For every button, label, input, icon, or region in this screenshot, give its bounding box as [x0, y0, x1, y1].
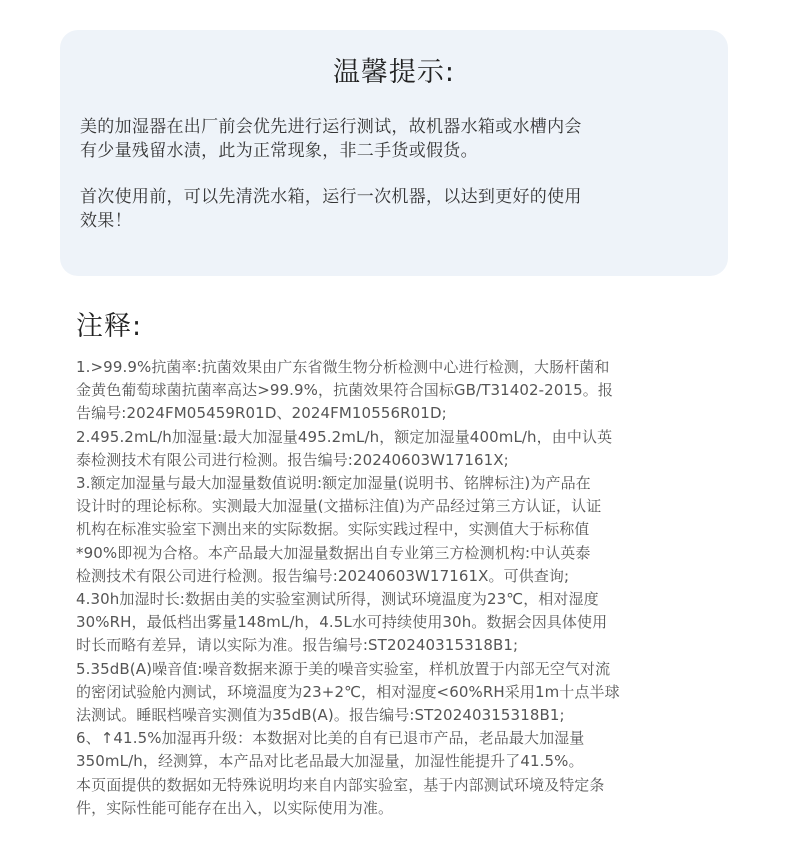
note-line: 350mL/h，经测算，本产品对比老品最大加湿量，加湿性能提升了41.5%。 — [76, 752, 584, 771]
warm-tip-paragraph-2 — [80, 185, 708, 233]
note-line: 法测试。睡眠档噪音实测值为35dB(A)。报告编号:ST20240315318B1; — [76, 706, 565, 725]
note-line: 2.495.2mL/h加湿量:最大加湿量495.2mL/h，额定加湿量400mL/h，由中认英 — [76, 427, 613, 446]
note-line: 30%RH，最低档出雾量148mL/h，4.5L水可持续使用30h。数据会因具体使用 — [76, 613, 608, 632]
note-line: 3.额定加湿量与最大加湿量数值说明:额定加湿量(说明书、铭牌标注)为产品在 — [76, 474, 591, 493]
note-line: 金黄色葡萄球菌抗菌率高达>99.9%，抗菌效果符合国标GB/T31402-2015。报 — [76, 381, 613, 400]
note-line: 检测技术有限公司进行检测。报告编号:20240603W17161X。可供查询; — [76, 566, 570, 585]
warm-tip-paragraph-1 — [80, 115, 708, 163]
warm-tip-title: 温馨提示: — [332, 57, 456, 88]
note-line: *90%即视为合格。本产品最大加湿量数据出自专业第三方检测机构:中认英泰 — [76, 543, 591, 562]
warm-tip-card — [60, 30, 728, 276]
note-line: 告编号:2024FM05459R01D、2024FM10556R01D; — [76, 404, 447, 423]
note-line: 件，实际性能可能存在出入，以实际使用为准。 — [76, 798, 394, 817]
note-line: 泰检测技术有限公司进行检测。报告编号:20240603W17161X; — [76, 450, 509, 469]
warm-tip-line: 首次使用前，可以先清洗水箱，运行一次机器，以达到更好的使用 — [80, 187, 582, 207]
notes-title: 注释: — [76, 311, 143, 342]
note-line: 本页面提供的数据如无特殊说明均来自内部实验室，基于内部测试环境及特定条 — [76, 775, 605, 794]
note-line: 机构在标准实验室下测出来的实际数据。实际实践过程中，实测值大于标称值 — [76, 520, 590, 539]
note-line: 4.30h加湿时长:数据由美的实验室测试所得，测试环境温度为23℃，相对湿度 — [76, 590, 599, 609]
note-line: 1.>99.9%抗菌率:抗菌效果由广东省微生物分析检测中心进行检测，大肠杆菌和 — [76, 358, 610, 376]
note-line: 5.35dB(A)噪音值:噪音数据来源于美的噪音实验室，样机放置于内部无空气对流 — [76, 659, 611, 678]
warm-tip-line: 效果！ — [80, 211, 132, 231]
warm-tip-line: 美的加湿器在出厂前会优先进行运行测试，故机器水箱或水槽内会 — [80, 117, 582, 137]
note-line: 的密闭试验舱内测试，环境温度为23+2℃，相对湿度<60%RH采用1m十点半球 — [76, 682, 620, 701]
note-line: 时长而略有差异，请以实际为准。报告编号:ST20240315318B1; — [76, 636, 519, 655]
note-line: 设计时的理论标称。实测最大加湿量(文描标注值)为产品经过第三方认证，认证 — [76, 497, 602, 516]
note-line: 6、↑41.5%加湿再升级：本数据对比美的自有已退市产品，老品最大加湿量 — [76, 729, 585, 748]
notes-list — [76, 356, 721, 820]
warm-tip-line: 有少量残留水渍，此为正常现象，非二手货或假货。 — [80, 141, 478, 161]
